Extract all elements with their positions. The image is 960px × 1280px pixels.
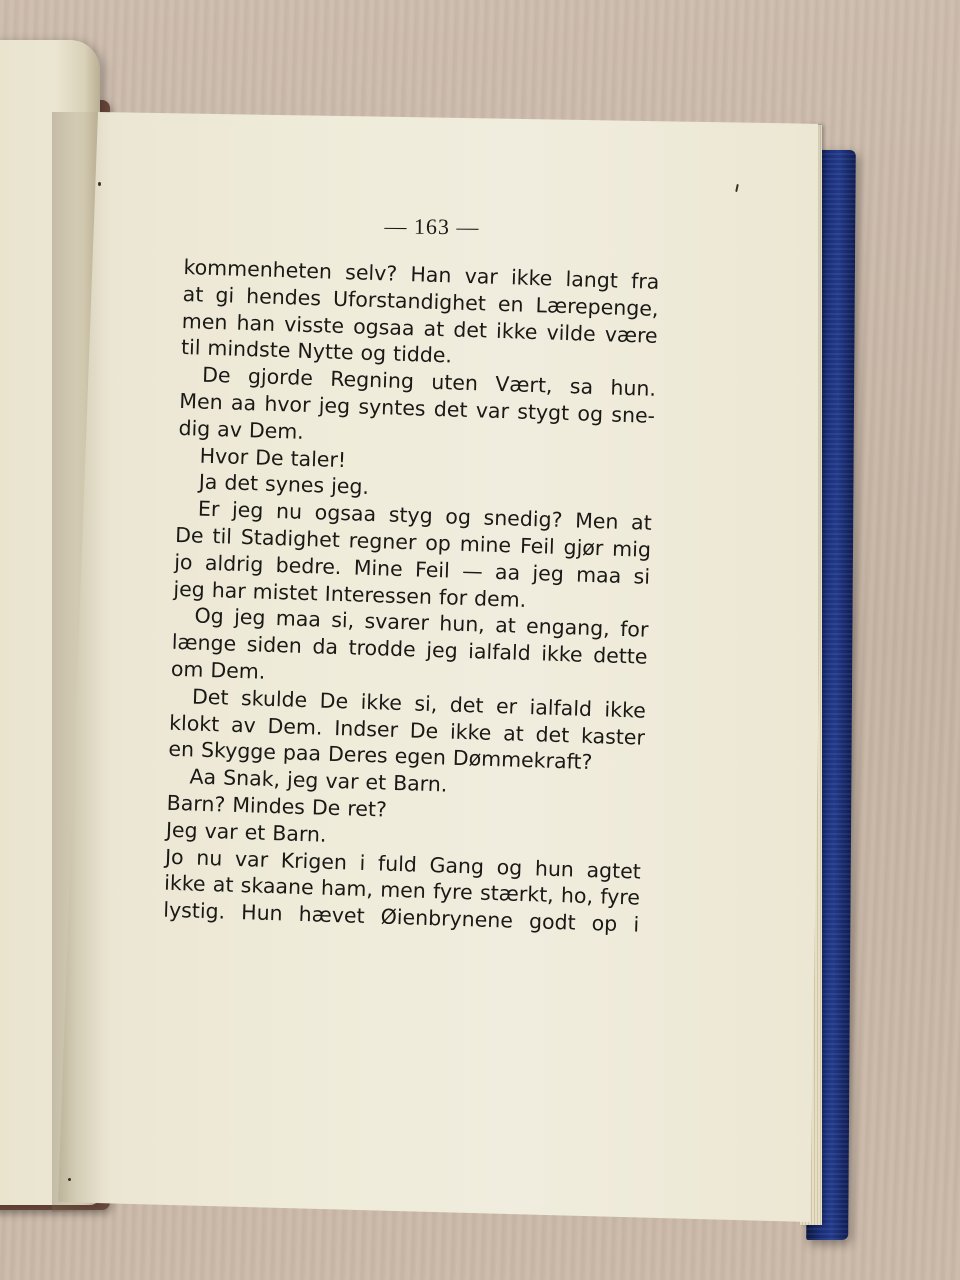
text-word: Ja xyxy=(198,469,218,495)
text-word: og xyxy=(360,340,387,366)
text-word: Vært, xyxy=(494,372,553,398)
text-word: han xyxy=(236,310,276,336)
text-word: Gang xyxy=(429,852,485,879)
text-word: De xyxy=(254,444,284,470)
text-word: Men xyxy=(179,388,224,415)
text-word: hævet xyxy=(298,902,366,929)
text-word: da xyxy=(312,634,339,660)
text-word: agtet xyxy=(586,857,642,884)
text-word: Regning xyxy=(329,366,415,394)
text-word: et xyxy=(244,819,266,845)
text-word: at xyxy=(182,281,204,307)
text-word: kaster xyxy=(580,723,646,750)
text-word: være xyxy=(604,321,659,348)
text-word: av xyxy=(230,712,257,738)
text-word: jeg xyxy=(233,605,266,631)
page-number: — 163 — xyxy=(384,213,480,240)
text-word: Men xyxy=(574,508,619,534)
text-word: Øienbrynene xyxy=(380,904,514,933)
text-word: engang, xyxy=(525,614,611,641)
text-word: svarer xyxy=(364,609,430,636)
text-word: fyre xyxy=(599,884,641,910)
text-word: bedre. xyxy=(275,552,342,579)
text-word: er xyxy=(495,693,518,719)
text-word: dem. xyxy=(473,585,527,612)
text-word: Uforstandighet xyxy=(332,286,487,316)
text-word: men xyxy=(181,308,228,334)
text-word: Og xyxy=(194,603,225,629)
text-word: skulde xyxy=(240,685,308,712)
text-word: egen xyxy=(394,744,447,770)
text-word: ikke xyxy=(540,641,583,667)
text-word: lystig. xyxy=(163,897,226,924)
ink-speck xyxy=(98,182,101,186)
text-word: ret? xyxy=(346,796,388,822)
text-word: Barn. xyxy=(392,770,448,797)
text-word: synes xyxy=(264,472,325,498)
text-word: stærkt, xyxy=(479,880,555,908)
text-word: Jo xyxy=(164,844,185,869)
text-word: gi xyxy=(215,282,235,308)
text-word: taler! xyxy=(290,446,347,472)
text-word: gjør xyxy=(563,535,604,561)
text-word: dig xyxy=(178,415,211,441)
text-word: jeg xyxy=(318,393,351,419)
text-word: De xyxy=(201,362,231,388)
text-word: og xyxy=(496,854,523,880)
text-word: ogsaa xyxy=(314,500,377,527)
text-word: Stadighet xyxy=(240,524,341,552)
text-word: Hvor xyxy=(199,443,249,469)
text-word: fuld xyxy=(377,850,418,877)
text-word: siden xyxy=(246,632,303,659)
text-word: længe xyxy=(171,629,237,656)
text-word: ikke xyxy=(163,871,206,897)
text-word: Barn? xyxy=(166,790,226,817)
text-word: Mine xyxy=(353,555,404,581)
text-word: fra xyxy=(630,269,660,294)
text-word: Feil xyxy=(519,533,556,559)
text-word: var xyxy=(475,398,510,424)
text-word: har xyxy=(211,577,247,603)
text-word: De xyxy=(174,522,204,548)
text-word: Lærepenge, xyxy=(535,292,659,321)
ink-speck xyxy=(68,1178,71,1181)
text-word: godt xyxy=(528,909,577,935)
text-word: hun, xyxy=(438,611,486,637)
text-word: Dem. xyxy=(267,713,323,740)
text-word: ho, xyxy=(560,883,594,909)
text-word: jo xyxy=(173,549,193,575)
text-word: uten xyxy=(430,370,479,396)
text-word: visste xyxy=(283,311,345,338)
text-word: mistet xyxy=(252,578,319,605)
text-word: Interessen xyxy=(324,581,433,609)
text-word: mig xyxy=(611,536,652,562)
text-word: ialfald xyxy=(467,639,532,666)
text-word: at xyxy=(212,872,234,898)
text-word: en xyxy=(168,737,195,762)
text-word: var xyxy=(325,768,359,794)
page-text xyxy=(163,254,660,939)
text-word: si, xyxy=(330,608,355,633)
text-word: regner xyxy=(348,528,417,555)
text-word: det xyxy=(535,721,570,747)
text-word: hvor xyxy=(264,391,311,418)
text-word: hun xyxy=(534,855,575,882)
text-word: at xyxy=(423,316,445,341)
text-word: ikke xyxy=(510,265,553,291)
text-word: Han xyxy=(410,262,452,288)
text-word: et xyxy=(365,770,387,795)
text-word: men xyxy=(379,877,427,904)
text-word: Mindes xyxy=(231,792,306,820)
text-word: Dem. xyxy=(210,657,266,684)
text-word: paa xyxy=(282,740,322,766)
text-word: si xyxy=(633,564,651,589)
text-word: snedig? xyxy=(483,505,563,533)
text-word: Hun xyxy=(240,900,284,926)
text-word: jeg xyxy=(286,767,319,793)
text-word: nu xyxy=(275,499,303,525)
text-word: aa xyxy=(230,390,257,416)
text-word: maa xyxy=(275,606,322,632)
text-word: trodde xyxy=(348,635,417,662)
text-word: langt xyxy=(565,267,619,293)
text-word: sa xyxy=(569,374,594,400)
text-word: en xyxy=(497,291,524,317)
text-word: Det xyxy=(191,684,229,710)
text-word: tidde. xyxy=(392,342,453,368)
text-word: ikke xyxy=(604,697,647,723)
text-word: jeg xyxy=(425,637,459,663)
text-word: — xyxy=(461,558,484,584)
text-word: op xyxy=(591,911,618,937)
text-word: De xyxy=(409,717,439,743)
text-word: ikke xyxy=(360,689,403,715)
text-word: og xyxy=(577,401,604,427)
text-word: og xyxy=(444,504,472,530)
text-word: det xyxy=(449,692,484,718)
text-word: styg xyxy=(388,502,434,529)
text-word: til xyxy=(180,335,201,360)
text-word: aa xyxy=(494,559,521,585)
text-word: for xyxy=(438,584,468,610)
text-word: jeg xyxy=(231,497,264,523)
text-word: klokt xyxy=(168,710,220,736)
text-word: maa xyxy=(575,562,622,588)
text-word: ialfald xyxy=(529,694,593,721)
text-word: jeg xyxy=(173,576,206,602)
text-word: stygt xyxy=(516,399,570,426)
text-word: var xyxy=(464,263,499,289)
text-word: syntes xyxy=(358,394,426,421)
text-word: at xyxy=(502,720,525,746)
text-word: hendes xyxy=(245,283,322,311)
text-word: nu xyxy=(195,845,223,871)
text-word: aldrig xyxy=(204,550,264,577)
text-word: sne- xyxy=(611,402,656,428)
text-word: var xyxy=(234,846,269,872)
text-word: vilde xyxy=(546,320,597,346)
text-word: op xyxy=(424,530,452,556)
text-word: Indser xyxy=(333,715,399,742)
text-word: i xyxy=(359,850,366,875)
text-word: om xyxy=(170,656,204,682)
text-word: skaane xyxy=(240,873,315,900)
text-word: ogsaa xyxy=(352,313,415,340)
text-word: dette xyxy=(592,643,648,669)
text-word: i xyxy=(633,912,640,937)
text-word: Barn. xyxy=(271,820,327,847)
text-word: Snak, xyxy=(222,765,281,792)
text-word: De xyxy=(311,795,341,821)
text-word: mine xyxy=(459,531,512,558)
text-word: det xyxy=(224,470,259,496)
text-word: Feil xyxy=(414,557,451,583)
text-word: det xyxy=(452,317,488,343)
text-word: det xyxy=(433,396,468,422)
text-word: hun. xyxy=(610,375,657,402)
text-word: si, xyxy=(414,691,438,716)
text-word: av xyxy=(216,416,243,442)
text-word: Dem. xyxy=(248,417,305,444)
text-word: ikke xyxy=(495,318,538,344)
text-word: Dømmekraft? xyxy=(452,746,593,775)
text-word: selv? xyxy=(344,260,398,286)
text-word: fyre xyxy=(432,879,474,905)
text-word: til xyxy=(212,524,233,549)
text-word: at xyxy=(630,510,653,535)
text-word: gjorde xyxy=(247,364,314,391)
text-word: Deres xyxy=(327,742,389,768)
text-word: at xyxy=(494,613,517,638)
text-word: jeg xyxy=(532,560,565,586)
text-word: Skygge xyxy=(200,738,277,765)
text-word: jeg. xyxy=(330,474,370,500)
text-word: for xyxy=(619,617,649,643)
text-word: Nytte xyxy=(297,339,354,365)
text-word: mindste xyxy=(207,336,291,363)
text-word: Aa xyxy=(189,764,217,790)
text-word: Jeg xyxy=(165,817,198,843)
text-word: var xyxy=(204,818,239,844)
text-word: Krigen xyxy=(280,847,348,874)
text-word: kommenheten xyxy=(183,254,333,284)
text-word: Er xyxy=(197,496,220,522)
text-word: De xyxy=(319,688,349,714)
text-word: ikke xyxy=(449,719,492,745)
text-word: ham, xyxy=(320,875,374,902)
